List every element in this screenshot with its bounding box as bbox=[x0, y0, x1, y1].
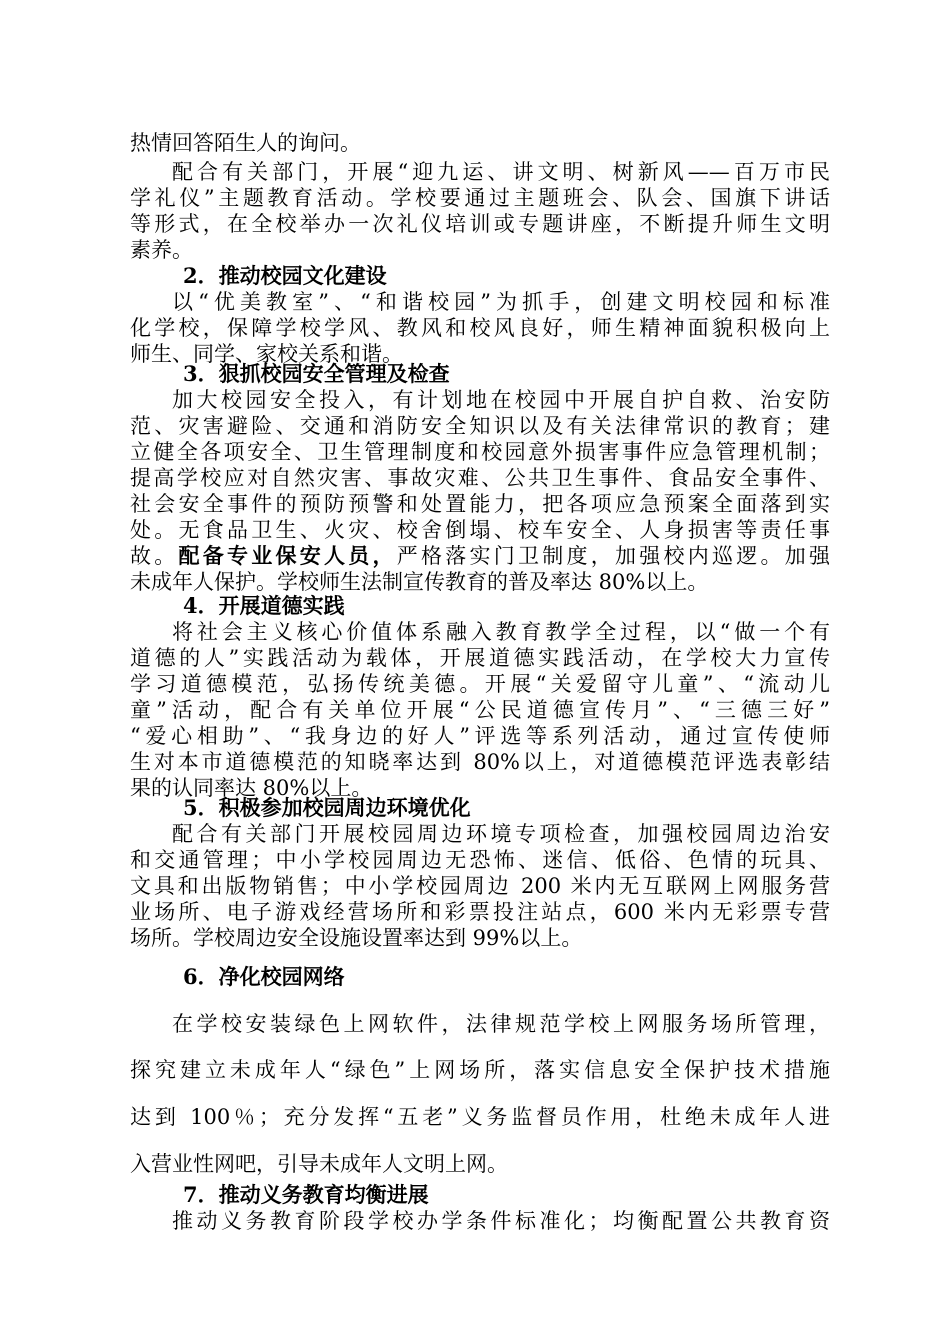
text-line: 师生、同学、家校关系和谐。 bbox=[130, 342, 403, 366]
text-line: 道德的人”实践活动为载体，开展道德实践活动，在学校大力宣传 bbox=[130, 646, 830, 670]
text-line: 社会安全事件的预防预警和处置能力，把各项应急预案全面落到实 bbox=[130, 492, 830, 516]
text-line: 探究建立未成年人“绿色”上网场所，落实信息安全保护技术措施 bbox=[130, 1058, 830, 1082]
text-line: 和交通管理；中小学校园周边无恐怖、迷信、低俗、色情的玩具、 bbox=[130, 848, 830, 872]
section-heading: 6．净化校园网络 bbox=[183, 964, 345, 989]
text-line: 等形式，在全校举办一次礼仪培训或专题讲座，不断提升师生文明 bbox=[130, 212, 830, 236]
text-line: 提高学校应对自然灾害、事故灾难、公共卫生事件、食品安全事件、 bbox=[130, 466, 830, 490]
section-heading: 2．推动校园文化建设 bbox=[183, 263, 387, 288]
text-line: 学礼仪”主题教育活动。学校要通过主题班会、队会、国旗下讲话 bbox=[130, 186, 830, 210]
text-line: 达到 100％；充分发挥“五老”义务监督员作用，杜绝未成年人进 bbox=[130, 1105, 830, 1129]
text-line: 处。无食品卫生、火灾、校舍倒塌、校车安全、人身损害等责任事 bbox=[130, 518, 830, 542]
text-line: 童”活动，配合有关单位开展“公民道德宣传月”、“三德三好” bbox=[130, 698, 830, 722]
text-line: 素养。 bbox=[130, 238, 193, 262]
text-line-mixed bbox=[130, 543, 830, 569]
text-line: 以“优美教室”、“和谐校园”为抓手，创建文明校园和标准 bbox=[172, 290, 830, 314]
text-line: 范、灾害避险、交通和消防安全知识以及有关法律常识的教育；建 bbox=[130, 414, 830, 438]
text-line: 文具和出版物销售；中小学校园周边 200 米内无互联网上网服务营 bbox=[130, 874, 830, 898]
text-line: 将社会主义核心价值体系融入教育教学全过程，以“做一个有 bbox=[172, 620, 830, 644]
section-heading: 4．开展道德实践 bbox=[183, 593, 345, 618]
text-line: 场所。学校周边安全设施设置率达到 99%以上。 bbox=[130, 926, 583, 950]
text-line: 立健全各项安全、卫生管理制度和校园意外损害事件应急管理机制； bbox=[130, 440, 830, 464]
text-line: 生对本市道德模范的知晓率达到 80%以上，对道德模范评选表彰结 bbox=[130, 750, 830, 774]
text-line: 配合有关部门开展校园周边环境专项检查，加强校园周边治安 bbox=[172, 822, 830, 846]
text-line: 热情回答陌生人的询问。 bbox=[130, 131, 361, 155]
text-line: 加大校园安全投入，有计划地在校园中开展自护自救、治安防 bbox=[172, 388, 830, 412]
bold-emphasis: 配备专业保安人员， bbox=[178, 543, 397, 568]
text-line: 未成年人保护。学校师生法制宣传教育的普及率达 80%以上。 bbox=[130, 570, 709, 594]
section-heading: 3．狠抓校园安全管理及检查 bbox=[183, 361, 450, 386]
text-span: 故。 bbox=[130, 544, 179, 568]
section-heading: 7．推动义务教育均衡进展 bbox=[183, 1182, 429, 1207]
text-line: 果的认同率达 80%以上。 bbox=[130, 776, 373, 800]
text-line: 在学校安装绿色上网软件，法律规范学校上网服务场所管理， bbox=[172, 1012, 830, 1036]
text-line: 配合有关部门，开展“迎九运、讲文明、树新风——百万市民 bbox=[172, 160, 830, 184]
text-line: 入营业性网吧，引导未成年人文明上网。 bbox=[130, 1152, 508, 1176]
text-line: 化学校，保障学校学风、教风和校风良好，师生精神面貌积极向上 bbox=[130, 316, 830, 340]
text-line: 推动义务教育阶段学校办学条件标准化；均衡配置公共教育资 bbox=[172, 1209, 830, 1233]
text-span: 严格落实门卫制度，加强校内巡逻。加强 bbox=[396, 544, 830, 568]
text-line: 业场所、电子游戏经营场所和彩票投注站点，600 米内无彩票专营 bbox=[130, 900, 830, 924]
section-heading: 5．积极参加校园周边环境优化 bbox=[183, 795, 471, 820]
text-line: 学习道德模范，弘扬传统美德。开展“关爱留守儿童”、“流动儿 bbox=[130, 672, 830, 696]
text-line: “爱心相助”、“我身边的好人”评选等系列活动，通过宣传使师 bbox=[130, 724, 830, 748]
